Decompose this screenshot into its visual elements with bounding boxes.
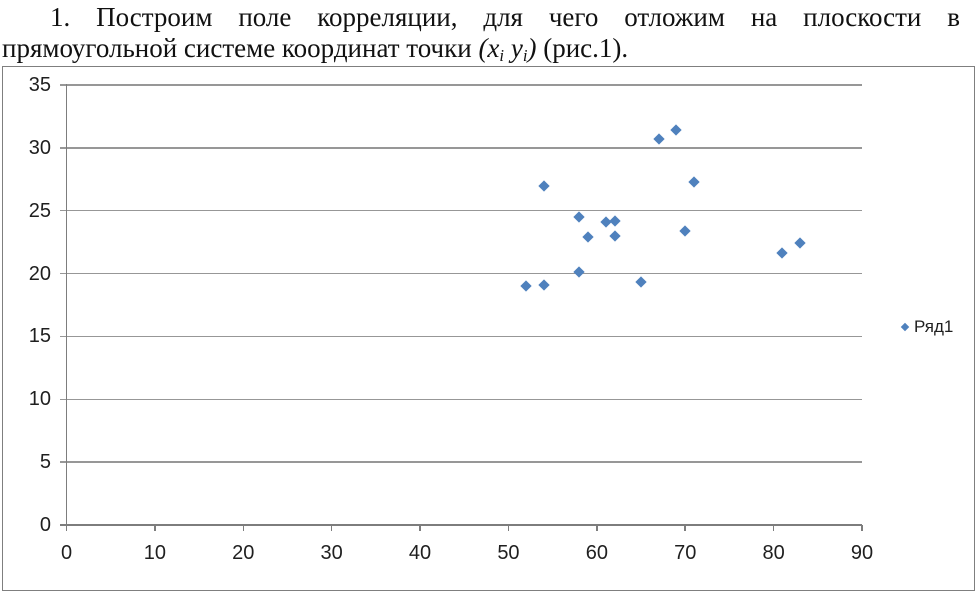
x-axis-tick-label: 60 — [585, 542, 608, 564]
math-subscript-i-1: i — [499, 46, 505, 66]
math-close-paren: ) — [527, 33, 537, 63]
chart-legend — [902, 317, 953, 337]
scatter-point — [538, 180, 549, 191]
scatter-point — [653, 133, 664, 144]
y-gridline — [60, 147, 862, 149]
y-gridline — [60, 273, 862, 275]
scatter-point — [609, 215, 620, 226]
y-axis-tick-label: 15 — [28, 325, 51, 348]
x-axis-tick-label: 80 — [762, 542, 785, 564]
scatter-point — [582, 231, 593, 242]
x-axis-tick — [596, 525, 598, 531]
x-axis-tick — [684, 525, 686, 531]
scatter-point — [777, 248, 788, 259]
paragraph-line-2-text: прямоугольной системе координат точки — [2, 33, 479, 63]
y-gridline — [60, 399, 862, 401]
scatter-point — [573, 211, 584, 222]
scatter-point — [794, 238, 805, 249]
figure-reference: (рис.1). — [536, 33, 629, 63]
paragraph-line-2 — [0, 33, 978, 64]
x-axis-tick-label: 70 — [674, 542, 697, 564]
paragraph — [0, 2, 978, 64]
scatter-point — [671, 125, 682, 136]
scatter-point — [680, 225, 691, 236]
x-axis-tick-label: 20 — [232, 542, 255, 564]
x-axis-tick — [243, 525, 245, 531]
y-axis-tick-label: 30 — [28, 136, 51, 159]
paragraph-line-1: 1. Построим поле корреляции, для чего отложим на плоскости в — [50, 2, 960, 32]
correlation-scatter-chart — [2, 66, 975, 591]
scatter-point — [609, 230, 620, 241]
y-gridline — [60, 336, 862, 338]
x-axis-tick — [508, 525, 510, 531]
scatter-point — [635, 277, 646, 288]
scatter-point — [538, 279, 549, 290]
x-axis-tick-label: 10 — [143, 542, 166, 564]
scatter-point — [573, 267, 584, 278]
x-axis-tick — [154, 525, 156, 531]
x-axis-line — [60, 524, 862, 526]
x-axis-tick — [331, 525, 333, 531]
scatter-point — [688, 176, 699, 187]
y-axis-tick-label: 10 — [28, 388, 51, 411]
y-gridline — [60, 84, 862, 86]
x-axis-tick — [773, 525, 775, 531]
y-axis-tick-label: 0 — [39, 514, 51, 536]
x-axis-tick — [861, 525, 863, 531]
x-axis-tick-label: 30 — [320, 542, 343, 564]
x-axis-tick-label: 50 — [497, 542, 520, 564]
scatter-point — [520, 280, 531, 291]
legend-series-label: Ряд1 — [914, 317, 954, 336]
y-axis-tick-label: 5 — [39, 451, 51, 474]
y-axis-line — [66, 84, 68, 531]
y-axis-tick-label: 25 — [28, 199, 51, 222]
legend-diamond-icon — [901, 323, 909, 331]
y-gridline — [60, 461, 862, 463]
math-y: y — [504, 33, 523, 63]
x-axis-tick — [419, 525, 421, 531]
x-axis-tick-label: 90 — [850, 542, 874, 564]
math-open-paren: (x — [478, 33, 500, 63]
y-axis-tick-label: 35 — [28, 74, 51, 96]
x-axis-tick-label: 40 — [408, 542, 432, 564]
y-gridline — [60, 210, 862, 212]
y-axis-tick-label: 20 — [28, 262, 51, 285]
math-subscript-i-2: i — [522, 46, 528, 66]
x-axis-tick-label: 0 — [60, 542, 73, 564]
